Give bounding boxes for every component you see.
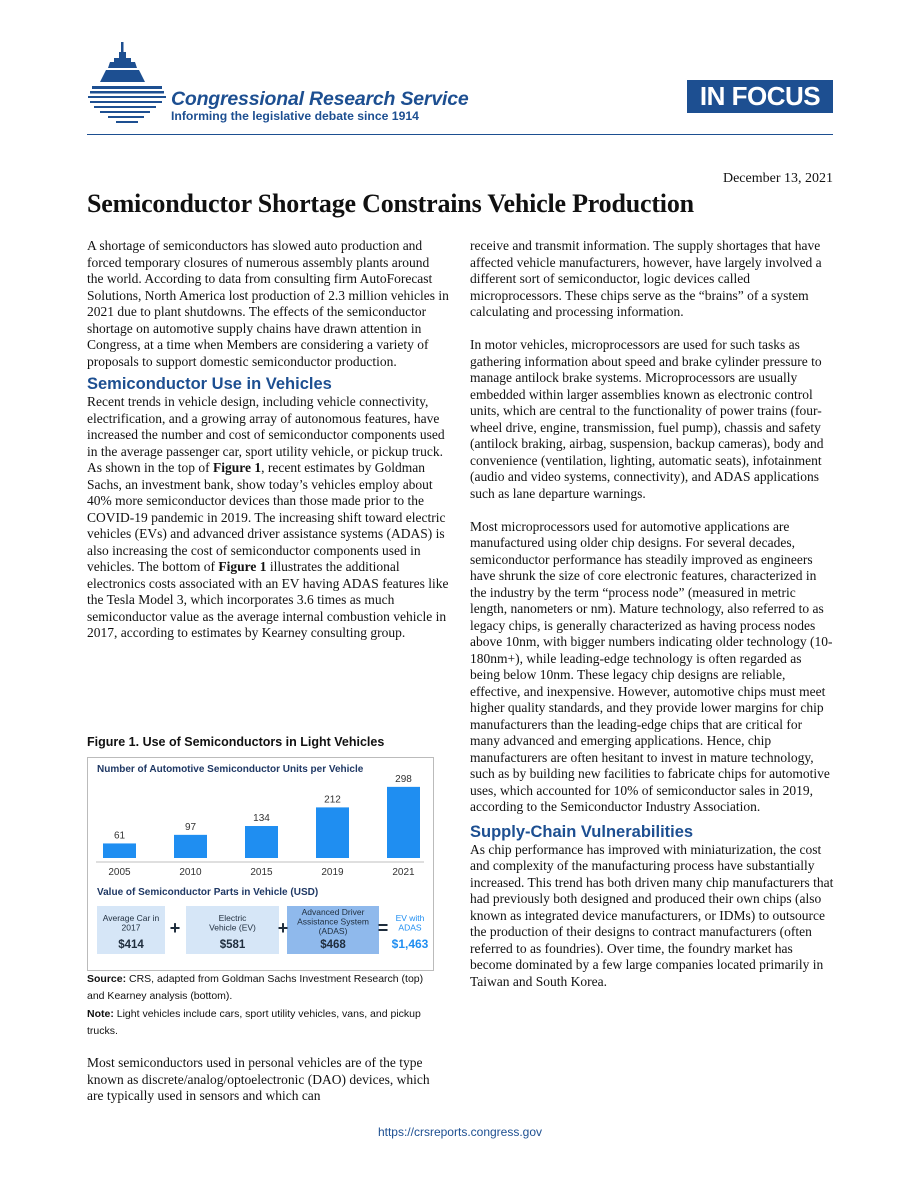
supply-chain-paragraph: As chip performance has improved with miniaturization, the cost and complexity of the manufacturing process have substantially increased. This trend has both driven many chip manufacturers that had previously both designed and produced their own chips (also known as integrated device manufacturers, or IDMs) to outsource the production of their designs to contract manufacturers (often referred to as foundries). Over time, the foundry market has become dominated by a few large companies located primarily in Taiwan and South Korea.	[470, 841, 834, 989]
left-column-bottom	[87, 1055, 449, 1105]
page-title: Semiconductor Shortage Constrains Vehicle Production	[87, 189, 694, 218]
cost-label-0: Average Car in 2017	[102, 913, 160, 933]
data-label-2010: 97	[184, 821, 197, 833]
header-divider	[87, 134, 833, 135]
bar-2010	[174, 835, 207, 858]
data-label-2021: 298	[395, 773, 412, 785]
cost-label-3: EV with ADAS	[395, 913, 425, 933]
cost-row	[97, 906, 429, 954]
x-tick-2021: 2021	[392, 867, 415, 878]
x-tick-2019: 2019	[321, 867, 344, 878]
left-column-top	[87, 238, 449, 642]
data-label-2005: 61	[113, 830, 126, 842]
x-axis-ticks	[108, 867, 415, 878]
capitol-dome-logo	[86, 40, 166, 130]
semiconductor-use-paragraph	[87, 394, 449, 642]
section-heading-semiconductor-use: Semiconductor Use in Vehicles	[87, 375, 332, 393]
cost-value-2: $468	[320, 939, 346, 951]
x-tick-2010: 2010	[179, 867, 202, 878]
cost-value-0: $414	[118, 939, 144, 951]
figure-1-graphic	[88, 758, 433, 970]
figure-reference: Figure 1	[213, 460, 262, 475]
publication-date: December 13, 2021	[722, 171, 833, 186]
bar-2015	[245, 826, 278, 858]
cost-label-2: Advanced Driver Assistance System (ADAS)	[297, 907, 369, 936]
operator-0: +	[169, 918, 181, 938]
figure-reference: Figure 1	[218, 559, 267, 574]
bar-2005	[103, 843, 136, 858]
text-run: , recent estimates by Goldman Sachs, an investment bank, show today’s vehicles employ about 40% more semiconductor devices than those made prior to the COVID-19 pandemic in 2019. The increasing shift toward electric vehicles (EVs) and advanced driver assistance systems (ADAS) is also increasing the cost of semiconductor components used in vehicles. The bottom of	[87, 460, 446, 574]
footer-url[interactable]: https://crsreports.congress.gov	[377, 1125, 543, 1139]
source-label: Source:	[87, 973, 127, 985]
text-run: Recent trends in vehicle design, including vehicle connectivity, electrification, and a growing array of autonomous features, have increased the number and cost of semiconductor components used in the average passenger car, sport utility vehicle, or pickup truck. As shown in the top of	[87, 394, 445, 475]
operator-1: +	[277, 918, 289, 938]
data-label-2015: 134	[253, 813, 270, 825]
note-text: Light vehicles include cars, sport utility vehicles, vans, and pickup trucks.	[87, 1008, 421, 1037]
figure-caption: Figure 1. Use of Semiconductors in Light Vehicles	[87, 735, 385, 749]
right-column	[470, 238, 834, 990]
microprocessor-uses-paragraph: In motor vehicles, microprocessors are used for such tasks as gathering information about speed and brake cylinder pressure to manage antilock brake systems. Microprocessors are usually embedded within larger assemblies known as electronic control units, which are central to the functionality of power trains (four-wheel drive, engine, transmission, fuel pump), chassis and safety (antilock braking, airbag, suspension, backup cameras), body and convenience (ventilation, lighting, automatic seats), infotainment (audio and video systems, connectivity), and ADAS applications such as lane departure warnings.	[470, 337, 824, 501]
org-tagline: Informing the legislative debate since 1914	[171, 109, 419, 123]
logic-devices-paragraph: receive and transmit information. The supply shortages that have affected vehicle manufacturers, however, have largely involved a different sort of semiconductor, logic devices called microprocessors. These chips serve as the “brains” of a system calculating and processing information.	[470, 238, 822, 319]
org-name: Congressional Research Service	[171, 88, 469, 110]
cost-value-3: $1,463	[391, 937, 429, 951]
figure-note	[87, 1006, 437, 1040]
x-tick-2005: 2005	[108, 867, 131, 878]
process-node-paragraph: Most microprocessors used for automotive applications are manufactured using older chip designs. For several decades, semiconductor performance has steadily improved as engineers have shrunk the size of core electronic features, characterized in the industry by the term “process node” (measured in metric length, nanometers or nm). Mature technology, also referred to as legacy chips, is generally characterized as having process nodes above 10nm, with bigger numbers indicating older technology (10-180nm+), while leading-edge technology is often regarded as being below 10nm. These legacy chip designs are reliable, effective, and inexpensive. However, automotive chips must meet higher quality standards, and they provide lower margins for chip manufacturers than the leading-edge chips that are critical for many advanced and emerging applications. Hence, chip manufacturers are often hesitant to invest in mature technology, such as by building new facilities to fabricate chips for automotive uses, which accounted for 10% of semiconductor sales in 2019, according to the Semiconductor Industry Association.	[470, 518, 833, 814]
note-label: Note:	[87, 1008, 114, 1020]
dao-paragraph: Most semiconductors used in personal vehicles are of the type known as discrete/analog/optoelectronic (DAO) devices, which are typically used in sensors and which can	[87, 1055, 430, 1103]
operator-2: =	[377, 918, 389, 938]
value-table-title: Value of Semiconductor Parts in Vehicle (USD)	[97, 887, 319, 898]
in-focus-badge: IN FOCUS	[687, 80, 833, 113]
figure-source	[87, 971, 437, 1005]
bar-chart-title: Number of Automotive Semiconductor Units per Vehicle	[97, 764, 364, 775]
text-run: illustrates the additional electronics costs associated with an EV having ADAS features like the Tesla Model 3, which incorporates 3.6 times as much semiconductor value as the average internal combustion vehicle in 2017, according to estimates by Kearney consulting group.	[87, 559, 449, 640]
source-text: CRS, adapted from Goldman Sachs Investment Research (top) and Kearney analysis (bottom).	[87, 973, 424, 1002]
figure-1	[87, 757, 434, 971]
section-heading-supply-chain: Supply-Chain Vulnerabilities	[470, 822, 694, 841]
bar-2019	[316, 807, 349, 858]
bar-2021	[387, 787, 420, 858]
intro-paragraph: A shortage of semiconductors has slowed auto production and forced temporary closures of numerous assembly plants around the world. According to data from consulting firm AutoForecast Solutions, North America lost production of 2.3 million vehicles in 2021 due to plant shutdowns. The effects of the semiconductor shortage on automotive supply chains have drawn attention in Congress, at a time when Members are considering a variety of proposals to support domestic semiconductor production.	[87, 238, 449, 369]
data-label-2019: 212	[324, 794, 341, 806]
cost-value-1: $581	[219, 939, 246, 951]
cost-label-1: Electric Vehicle (EV)	[209, 913, 256, 933]
x-tick-2015: 2015	[250, 867, 273, 878]
bar-group	[103, 774, 420, 858]
